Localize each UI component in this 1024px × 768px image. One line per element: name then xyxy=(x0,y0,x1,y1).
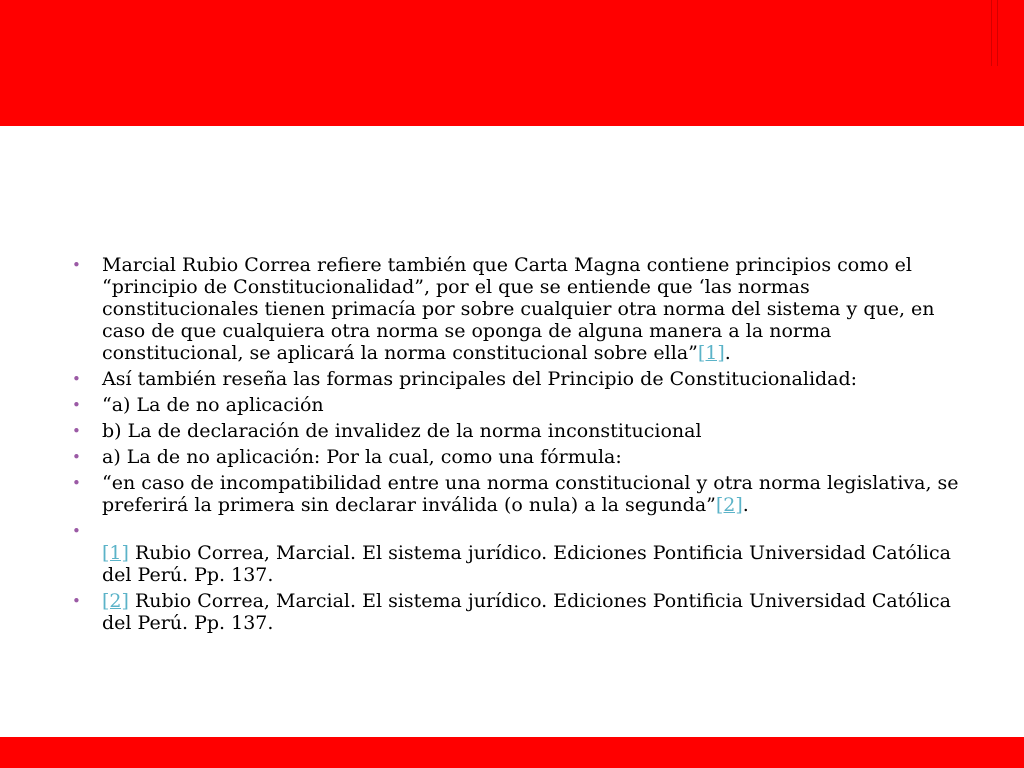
bullet-dot-icon: • xyxy=(72,256,81,274)
item-text: Así también reseña las formas principales del Principio de Constitucionalidad: xyxy=(102,368,858,390)
bullet-dot-icon: • xyxy=(72,396,81,414)
item-punct: . xyxy=(742,494,749,516)
bottom-red-band xyxy=(0,737,1024,768)
band-rule-left xyxy=(991,0,992,66)
list-item xyxy=(72,394,972,416)
item-text: b) La de declaración de invalidez de la norma inconstitucional xyxy=(102,420,702,442)
top-red-band xyxy=(0,0,1024,126)
footnote-text: Rubio Correa, Marcial. El sistema jurídico. Ediciones Pontificia Universidad Católica del Perú. Pp. 137. xyxy=(102,590,951,634)
bullet-dot-icon: • xyxy=(72,592,81,610)
list-item xyxy=(72,446,972,468)
footnote-text: Rubio Correa, Marcial. El sistema jurídico. Ediciones Pontificia Universidad Católica del Perú. Pp. 137. xyxy=(102,542,951,586)
bullet-list xyxy=(72,254,972,634)
item-text: Marcial Rubio Correa refiere también que Carta Magna contiene principios como el “principio de Constitucionalidad”, por el que se entiende que ‘las normas constitucionales tienen primacía por sobre cualquier otra norma del sistema y que, en caso de que cualquiera otra norma se oponga de alguna manera a la norma constitucional, se aplicará la norma constitucional sobre ella” xyxy=(102,254,935,364)
bullet-dot-icon: • xyxy=(72,522,81,540)
bullet-dot-icon: • xyxy=(72,474,81,492)
bullet-dot-icon: • xyxy=(72,422,81,440)
slide-body xyxy=(72,254,972,638)
list-item xyxy=(72,420,972,442)
item-text: a) La de no aplicación: Por la cual, como una fórmula: xyxy=(102,446,622,468)
list-item xyxy=(72,368,972,390)
item-punct: . xyxy=(724,342,731,364)
band-rule-right xyxy=(997,0,998,66)
bullet-dot-icon: • xyxy=(72,370,81,388)
footnote-item xyxy=(72,520,972,586)
item-text: “en caso de incompatibilidad entre una norma constitucional y otra norma legislativa, se preferirá la primera sin declarar inválida (o nula) a la segunda” xyxy=(102,472,959,516)
footnote-link-2[interactable]: [2] xyxy=(715,494,743,516)
item-text: “a) La de no aplicación xyxy=(102,394,324,416)
footnote-anchor-1[interactable]: [1] xyxy=(102,542,129,564)
bullet-dot-icon: • xyxy=(72,448,81,466)
footnote-anchor-2[interactable]: [2] xyxy=(102,590,129,612)
footnote-item xyxy=(72,590,972,634)
list-item xyxy=(72,254,972,364)
list-item xyxy=(72,472,972,516)
footnote-link-1[interactable]: [1] xyxy=(697,342,725,364)
